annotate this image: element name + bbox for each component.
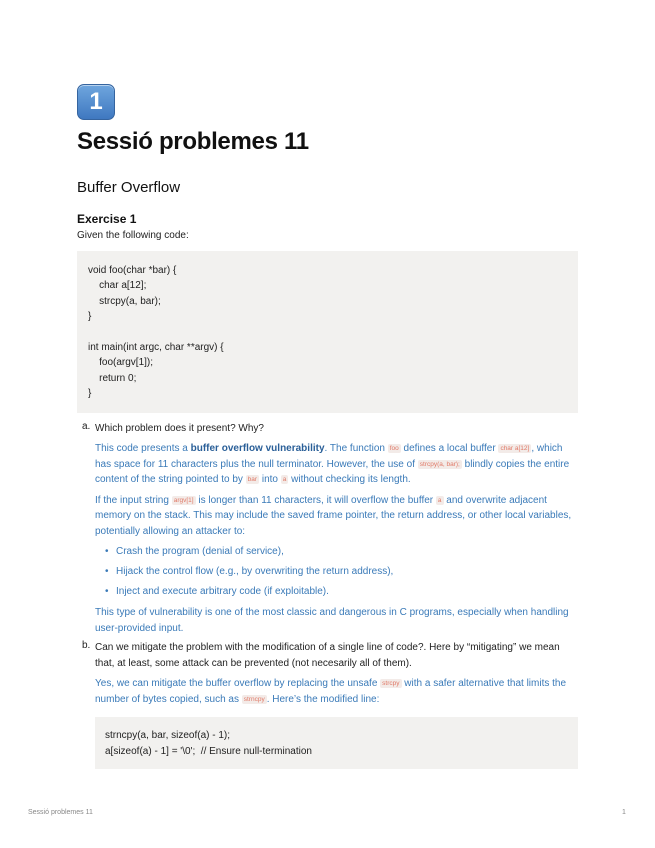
exercise-heading: Exercise 1 — [77, 212, 137, 226]
code-line: strcpy(a, bar); — [88, 295, 161, 307]
code-line: } — [88, 311, 92, 323]
question-list — [77, 421, 578, 769]
code-line: return 0; — [88, 372, 137, 384]
list-item: • Crash the program (denial of service), — [105, 545, 578, 558]
question-b — [77, 640, 578, 769]
inline-code: strcpy(a, bar); — [419, 460, 460, 468]
inline-code: strcpy — [382, 680, 400, 688]
answer-bullet-list — [95, 545, 578, 598]
answer-emphasis: buffer overflow vulnerability — [190, 443, 325, 455]
code-line: void foo(char *bar) { — [88, 265, 177, 276]
exercise-intro: Given the following code: — [77, 230, 189, 241]
document-page — [77, 84, 578, 773]
answer-text: without checking its length. — [288, 474, 411, 486]
footer-title: Sessió problemes 11 — [28, 809, 93, 816]
answer-text: defines a local buffer — [400, 443, 499, 455]
inline-code: char a[12] — [500, 445, 530, 453]
code-block — [95, 717, 578, 769]
inline-code: argv[1] — [173, 496, 194, 504]
question-text: Which problem does it present? Why? — [95, 422, 264, 434]
answer-text: Yes, we can mitigate the buffer overflow by replacing the unsafe — [95, 678, 381, 690]
code-line: foo(argv[1]); — [88, 357, 154, 369]
list-item: • Hijack the control flow (e.g., by overwriting the return address), — [105, 565, 578, 578]
code-line — [88, 325, 567, 340]
inline-code: strncpy — [243, 695, 265, 703]
inline-code: a — [437, 496, 442, 504]
answer-text: blindly copies the entire content of the string pointed to by — [95, 458, 570, 486]
code-line: int main(int argc, char **argv) { — [88, 342, 224, 354]
list-item: • Inject and execute arbitrary code (if exploitable). — [105, 585, 578, 598]
question-marker: a. — [82, 420, 91, 432]
answer-text: . Here’s the modified line: — [266, 693, 380, 705]
code-line: a[sizeof(a) - 1] = '\0'; // Ensure null-termination — [105, 745, 312, 757]
code-line: } — [88, 388, 92, 400]
code-line: strncpy(a, bar, sizeof(a) - 1); — [105, 730, 231, 742]
code-line: char a[12]; — [88, 280, 147, 292]
question-marker: b. — [82, 640, 91, 652]
page-number: 1 — [622, 809, 626, 816]
answer-text: and overwrite adjacent memory on the stack. This may include the saved frame pointer, the return address, or other local variables, potentially allowing an attacker to: — [95, 494, 572, 537]
answer-text: , which has space for 11 characters plus the null terminator. However, the use of — [95, 443, 563, 470]
answer-paragraph: This type of vulnerability is one of the most classic and dangerous in C programs, especially when handling user-provided input. — [95, 607, 569, 634]
code-block — [77, 251, 578, 413]
answer-text: with a safer alternative that limits the number of bytes copied, such as — [95, 678, 567, 705]
page-title: Sessió problemes 11 — [77, 128, 309, 155]
section-heading: Buffer Overflow — [77, 179, 181, 196]
answer-text: . The function — [324, 443, 388, 455]
answer-paragraph — [95, 676, 578, 707]
question-a — [77, 421, 578, 637]
answer-text: This code presents a — [95, 443, 191, 455]
answer-paragraph — [95, 441, 578, 488]
answer-paragraph — [95, 493, 578, 540]
number-one-emoji-icon: 1 — [77, 84, 115, 120]
inline-code: a — [282, 476, 287, 484]
answer-text: If the input string — [95, 494, 172, 506]
answer-text: is longer than 11 characters, it will overflow the buffer — [195, 494, 436, 506]
inline-code: bar — [247, 476, 258, 484]
inline-code: foo — [389, 445, 399, 453]
answer-text: into — [259, 474, 281, 486]
question-text: Can we mitigate the problem with the modification of a single line of code?. Here by “mitigating” we mean that, at least, some attack can be prevented (not necesarily all of them). — [95, 642, 560, 669]
